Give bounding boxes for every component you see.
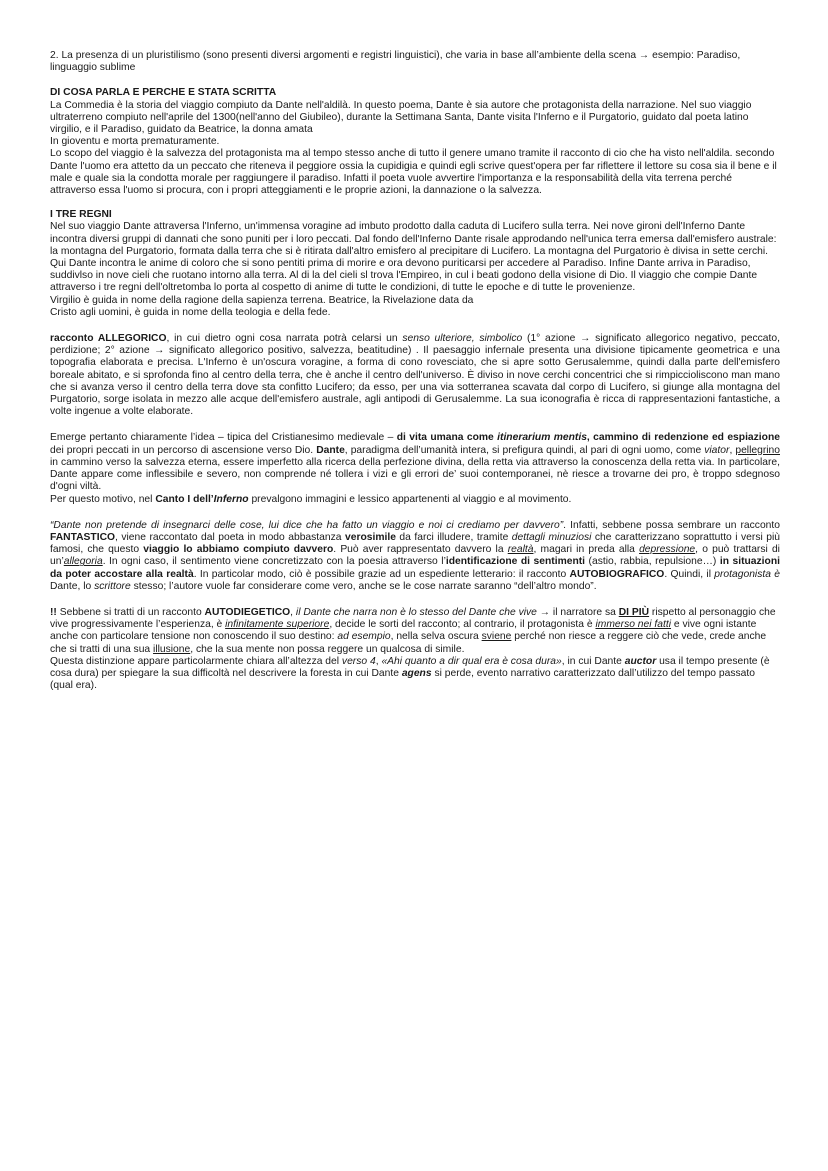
text-span: sviene <box>481 631 512 643</box>
text-span: in cammino verso la salvezza eterna, essere imperfetto alla ricerca della perfezione divina, della retta via attraverso la conoscenza della retta via. In particolare, Dante appare come inflessibile e severo, non comprende né tollera i vizi e gli errori de’ suoi contemporanei, nè riesce a trovarne dei pro, è troppo sdegnoso d'ogni viltà. <box>50 456 780 493</box>
paragraph-guide-line-2: Cristo agli uomini, è guida in nome della teologia e della fede. <box>50 306 331 318</box>
text-span: itinerarium mentis <box>497 432 587 444</box>
text-span: Dante, lo <box>50 580 95 592</box>
text-span: realtà <box>507 544 534 556</box>
paragraph-beatrice: In gioventu e morta prematuramente. <box>50 136 220 148</box>
text-span: «Ahi quanto a dir qual era è cosa dura» <box>381 655 562 667</box>
text-span: , <box>586 432 594 444</box>
text-span: → il narratore sa <box>536 606 619 618</box>
text-span: in situazioni da poter accostare alla realtà <box>50 556 780 580</box>
text-span: da farci illudere, tramite <box>395 531 512 543</box>
text-span: , in cui Dante <box>561 655 625 667</box>
text-span: DI PIÙ <box>618 606 650 618</box>
text-span: perché non riesce a reggere ciò che vede, crede anche che si tratti di una sua <box>50 631 767 655</box>
paragraph-itinerarium <box>50 432 780 493</box>
text-span: Sebbene si tratti di un racconto <box>56 606 205 618</box>
paragraph-commedia: La Commedia è la storia del viaggio compiuto da Dante nell'aldilà. In questo poema, Dante è sia autore che protagonista della narrazione. Nel suo viaggio ultraterreno compiuto nell'aprile del 1300(nell'anno del Giubileo), durante la Settimana Santa, Dante visita l'Inferno e il Purgatorio, guidato dal poeta latino virgilio, e il Paradiso, guidato da Beatrice, la donna amata <box>50 99 752 136</box>
section-heading-tre-regni: I TRE REGNI <box>50 209 112 221</box>
text-span: di vita umana come <box>396 432 498 444</box>
text-span: infinitamente superiore <box>225 619 330 631</box>
text-span: racconto <box>50 333 98 345</box>
text-span: Dante <box>316 444 345 456</box>
text-span: . Infatti, sebbene possa sembrare un racconto <box>563 519 780 531</box>
text-span: verso 4 <box>341 655 376 667</box>
text-span: identificazione di sentimenti <box>445 556 586 568</box>
text-span: !! <box>50 606 57 618</box>
text-span: . Quindi, il <box>664 568 715 580</box>
text-span: Canto I dell’ <box>155 493 214 505</box>
text-span: usa il tempo presente (è cosa dura) per spiegare la sua difficoltà nel descrivere la foresta in cui Dante <box>50 655 770 679</box>
paragraph-verso-4 <box>50 656 780 693</box>
text-span: Questa distinzione appare particolarmente chiara all’altezza del <box>50 655 342 667</box>
text-span: immerso nei fatti <box>595 619 672 631</box>
text-span: , che la sua mente non possa reggere un qualcosa di simile. <box>190 643 465 655</box>
text-span: , <box>290 606 296 618</box>
text-span: auctor <box>624 655 657 667</box>
text-span: Inferno <box>213 493 249 505</box>
text-span: agens <box>401 667 432 679</box>
paragraph-tre-regni: Nel suo viaggio Dante attraversa l'Inferno, un'immensa voragine ad imbuto prodotto dalla caduta di Lucifero sulla terra. Nei nove gironi dell'Inferno Dante incontra diversi gruppi di dannati che sono puniti per i loro peccati. Dal fondo dell'Inferno Dante risale approdando nell'unica terra emersa dall'emisfero australe: la montagna del Purgatorio, formata dalla terra che si è ritirata dall'altro emisfero al precipitare di Lucifero. La montagna del Purgatorio è divisa in sette cerchi. Qui Dante incontra le anime di coloro che si sono pentiti prima di morire e ora devono puriticarsi per accedere al Paradiso. Infine Dante arriva in Paradiso, suddivlso in nove cieli che ruotano intorno alla terra. Al di la del cieli sl trova l'Empireo, in cul i beati godono della visione di Dio. Il viaggio che compie Dante attraverso i tre regni dell'oltretomba lo porta al cospetto di anime di tutte le condizioni, di tutte le epoche e di tutte le provenienze. <box>50 221 777 294</box>
text-span: e vive ogni istante anche con particolare tensione non conoscendo il suo destino: <box>50 619 757 643</box>
text-span: viator <box>704 444 730 456</box>
text-span: , nella selva oscura <box>390 631 482 643</box>
section-heading-argomento: DI COSA PARLA E PERCHE E STATA SCRITTA <box>50 87 277 99</box>
text-span: ALLEGORICO <box>97 333 167 345</box>
text-span: cammino di redenzione ed espiazione <box>593 432 780 444</box>
text-span: il Dante che narra non è lo stesso del Dante che vive <box>295 606 537 618</box>
text-span: dettagli minuziosi <box>511 531 592 543</box>
paragraph-allegorico <box>50 333 780 418</box>
text-span: dei propri peccati in un percorso di ascensione verso Dio. <box>50 444 317 456</box>
text-span: che caratterizzano soprattutto i versi più famosi, che questo <box>50 531 780 556</box>
text-span: ad esempio <box>337 631 391 643</box>
text-span: stesso; l’autore vuole far considerare come vero, anche se le cose narrate saranno “dell’altro mondo”. <box>130 580 597 592</box>
text-span: scrittore <box>94 580 131 592</box>
text-span: (astio, rabbia, repulsione…) <box>585 556 720 568</box>
text-span: , decide le sorti del racconto; al contrario, il protagonista è <box>329 619 596 631</box>
text-span: , magari in preda alla <box>533 544 640 556</box>
text-span: allegoria <box>63 556 103 568</box>
paragraph-scopo: Lo scopo del viaggio è la salvezza del protagonista ma al tempo stesso anche di tutto il genere umano tramite il racconto di cio che ha visto nell'aldila. secondo Dante l'uomo era attetto da un peccato che riteneva il peggiore ossia la cupidigia e quindi egli scrive quest'opera per far riflettere il lettore su cosa sia il bene e il male e quale sia la condotta morale per raggiungere il paradiso. Infatti il poeta vuole avvertire l'importanza e la responsabilità della vita terrena perché attraverso essa l'uomo si procura, con i propri atteggiamenti e le proprie azioni, la dannazione o la salvezza. <box>50 148 777 197</box>
text-span: FANTASTICO <box>50 531 116 543</box>
text-span: “Dante non pretende di insegnarci delle cose, lui dice che ha fatto un viaggio e noi ci crediamo per davvero” <box>50 519 564 531</box>
text-span: , in cui dietro ogni cosa narrata potrà celarsi un <box>166 333 403 345</box>
text-span: viaggio lo abbiamo compiuto davvero <box>143 544 334 556</box>
text-span: , <box>375 655 382 667</box>
text-span: (1° azione → significato allegorico negativo, peccato, perdizione; 2° azione → significato allegorico positivo, salvezza, beatitudine) . Il paesaggio infernale presenta una divisione tipicamente geometrica e una topografia elaborata e precisa. L'Inferno è un'oscura voragine, a forma di cono rovesciato, che si apre sotto Gerusalemme, quindi dalla parte dell'emisfero boreale abitato, e si sprofonda fino al centro della terra, che è anche il centro dell'universo. È diviso in nove cerchi concentrici che si rimpiccioliscono man mano che si avanza verso il centro della terra dove sta confitto Lucifero; da esso, per una via sotterranea scavata dal corpo di Lucifero, si giunge alla montagna del Purgatorio, sorge isolata in mezzo alle acque dell'emisfero australe, agli antipodi di Gerusalemme. La sua iconografia è ricca di rappresentazioni fantastiche, a volte ingenue a volte elaborate. <box>50 333 780 418</box>
paragraph-fantastico <box>50 520 780 593</box>
text-span: protagonista è <box>714 568 780 580</box>
text-span: verosimile <box>344 531 396 543</box>
text-span: Per questo motivo, nel <box>50 493 156 505</box>
intro-point-2: 2. La presenza di un pluristilismo (sono presenti diversi argomenti e registri linguistici), che varia in base all’ambiente della scena → esempio: Paradiso, linguaggio sublime <box>50 50 741 74</box>
text-span: rispetto al personaggio che vive progressivamente l’esperienza, è <box>50 606 776 631</box>
text-span: si perde, evento narrativo caratterizzato dall’utilizzo del tempo passato (qual era). <box>50 667 755 692</box>
text-span: AUTODIEGETICO <box>204 606 291 618</box>
text-span: Emerge pertanto chiaramente l’idea – tipica del Cristianesimo medievale – <box>50 432 397 444</box>
text-span: pellegrino <box>735 444 780 456</box>
text-span: , o può trattarsi di un’ <box>50 544 780 568</box>
paragraph-canto-primo <box>50 494 780 506</box>
paragraph-autodiegetico <box>50 607 780 656</box>
text-span: . In particolar modo, ciò è possibile grazie ad un espediente letterario: il racconto <box>193 568 570 580</box>
text-span: , <box>729 444 736 456</box>
text-span: senso ulteriore, simbolico <box>402 333 523 345</box>
text-span: AUTOBIOGRAFICO <box>569 568 665 580</box>
text-span: . In ogni caso, il sentimento viene concretizzato con la poesia attraverso l’ <box>102 556 446 568</box>
text-span: depressione <box>639 544 696 556</box>
document-page <box>50 50 780 692</box>
text-span: , paradigma dell’umanità intera, si prefigura quindi, al pari di ogni uomo, come <box>344 444 705 456</box>
paragraph-guide-line-1: Virgilio è guida in nome della ragione della sapienza terrena. Beatrice, la Rivelazione data da <box>50 294 474 306</box>
text-span: illusione <box>153 643 191 655</box>
text-span: prevalgono immagini e lessico appartenenti al viaggio e al movimento. <box>248 493 572 505</box>
text-span: , viene raccontato dal poeta in modo abbastanza <box>115 531 345 543</box>
text-span: . Può aver rappresentato davvero la <box>333 544 508 556</box>
